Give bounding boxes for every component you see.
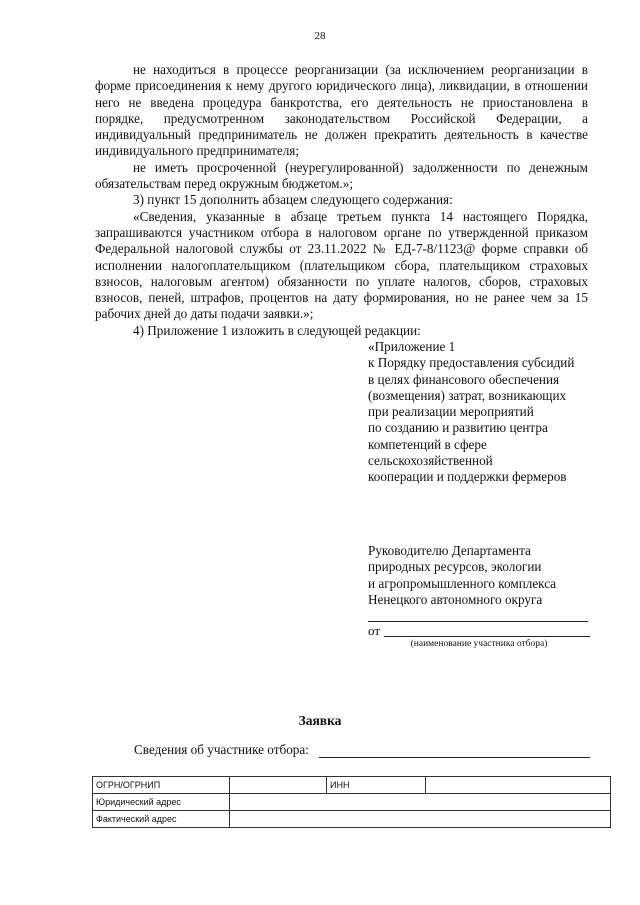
paragraph: 4) Приложение 1 изложить в следующей редакции: bbox=[133, 322, 421, 338]
table-cell-value bbox=[426, 777, 611, 794]
paragraph: не находиться в процессе реорганизации (за исключением реорганизации в форме присоединения к нему другого юридического лица), ликвидации, в отношении него не введена процедура банкротства, его деятельность не приостановлена в порядке, предусмотренном законодательством Российской Федерации, а индивидуальный предприниматель не должен прекратить деятельность в качестве индивидуального предпринимателя; bbox=[95, 62, 588, 159]
applicant-row bbox=[134, 742, 590, 760]
appendix-line: в целях финансового обеспечения bbox=[368, 371, 560, 387]
table-row bbox=[93, 794, 611, 811]
table-cell-value bbox=[230, 811, 611, 828]
addressee-line: Руководителю Департамента bbox=[368, 543, 531, 558]
table-row bbox=[93, 811, 611, 828]
from-note: (наименование участника отбора) bbox=[410, 639, 548, 649]
applicant-label: Сведения об участнике отбора: bbox=[134, 742, 309, 757]
table-cell-label: ОГРН/ОГРНИП bbox=[93, 777, 230, 794]
addressee-line: и агропромышленного комплекса bbox=[368, 575, 557, 591]
addressee-block bbox=[368, 543, 556, 608]
appendix-line: сельскохозяйственной bbox=[368, 453, 493, 469]
addressee-line: природных ресурсов, экологии bbox=[368, 559, 542, 575]
paragraph: не иметь просроченной (неурегулированной) задолженности по денежным обязательствам перед окружным бюджетом.»; bbox=[95, 159, 588, 192]
table-cell-value bbox=[230, 794, 611, 811]
body-text bbox=[95, 62, 588, 339]
table-cell-label: Юридический адрес bbox=[93, 794, 230, 811]
applicant-info-table bbox=[92, 776, 611, 828]
table-row bbox=[93, 777, 611, 794]
paragraph: 3) пункт 15 дополнить абзацем следующего содержания: bbox=[133, 192, 453, 208]
from-row bbox=[368, 623, 590, 639]
appendix-line: к Порядку предоставления субсидий bbox=[368, 355, 575, 371]
addressee-line: Ненецкого автономного округа bbox=[368, 591, 543, 607]
appendix-line: (возмещения) затрат, возникающих bbox=[368, 387, 567, 403]
from-label: от bbox=[368, 623, 381, 638]
blank-fill-line bbox=[368, 621, 588, 622]
page-number: 28 bbox=[314, 30, 326, 42]
table-cell-label: ИНН bbox=[327, 777, 426, 794]
paragraph: «Сведения, указанные в абзаце третьем пункта 14 настоящего Порядка, запрашиваются участником отбора в налоговом органе по утвержденной приказом Федеральной налоговой службы от 23.11.2022 № ЕД-7-8/1123@ форме справки об исполнении налогоплательщиком (плательщиком сбора, плательщиком страховых взносов, налоговым агентом) обязанности по уплате налогов, сборов, страховых взносов, пеней, штрафов, процентов на дату формирования, но не ранее чем за 15 рабочих дней до даты подачи заявки.»; bbox=[95, 208, 588, 322]
appendix-line: компетенций в сфере bbox=[368, 436, 487, 452]
table-cell-label: Фактический адрес bbox=[93, 811, 230, 828]
appendix-header bbox=[368, 339, 574, 486]
appendix-line: «Приложение 1 bbox=[368, 339, 456, 354]
applicant-fill-line bbox=[319, 757, 590, 758]
appendix-line: по созданию и развитию центра bbox=[368, 420, 548, 436]
document-title: Заявка bbox=[298, 713, 342, 728]
from-fill-line bbox=[384, 636, 590, 637]
appendix-line: при реализации мероприятий bbox=[368, 404, 534, 420]
table-cell-value bbox=[230, 777, 327, 794]
appendix-line: кооперации и поддержки фермеров bbox=[368, 469, 567, 485]
